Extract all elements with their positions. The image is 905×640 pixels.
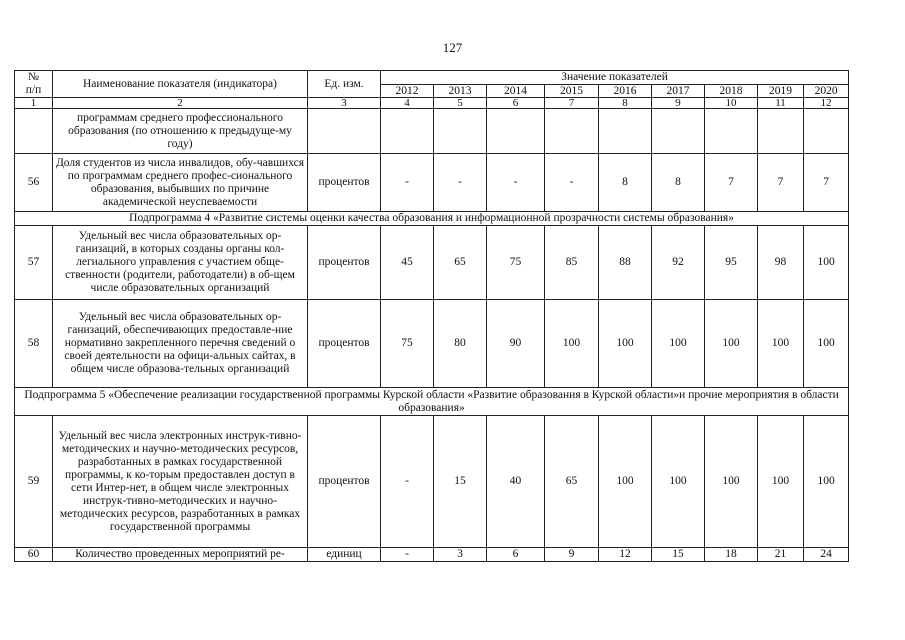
section-row [15,212,849,226]
subprogram-heading: Подпрограмма 5 «Обеспечение реализации государственной программы Курской области «Развитие образования в Курской области»и прочие мероприятия в области образования» [15,388,849,416]
value-cell: 18 [705,548,758,562]
value-cell: 100 [599,416,652,548]
value-cell: 8 [599,154,652,212]
table-row [15,226,849,300]
column-index: 3 [308,98,381,109]
indicator-name: Количество проведенных мероприятий ре- [53,548,308,562]
value-cell: - [381,154,434,212]
value-cell: 100 [652,416,705,548]
header-year: 2018 [705,84,758,98]
value-cell: 15 [434,416,487,548]
value-cell: 100 [705,416,758,548]
column-index: 12 [804,98,849,109]
value-cell: 100 [804,300,849,388]
row-num [15,109,53,154]
value-cell [487,109,545,154]
value-cell: - [545,154,599,212]
table-row [15,548,849,562]
indicator-name: Доля студентов из числа инвалидов, обу-чавшихся по программам среднего профес-сионального образования, выбывших по причине академической неуспеваемости [53,154,308,212]
value-cell [545,109,599,154]
header-year: 2014 [487,84,545,98]
value-cell: 12 [599,548,652,562]
indicator-name: Удельный вес числа образовательных ор-ганизаций, обеспечивающих предоставле-ние нормативно закрепленного перечня сведений о своей деятельности на офици-альных сайтах, в общем числе образова-тельных организаций [53,300,308,388]
value-cell: 40 [487,416,545,548]
row-num: 60 [15,548,53,562]
row-unit: процентов [308,154,381,212]
value-cell: 98 [758,226,804,300]
header-year: 2012 [381,84,434,98]
value-cell: 9 [545,548,599,562]
value-cell: 100 [804,226,849,300]
column-index: 8 [599,98,652,109]
value-cell [381,109,434,154]
table-row [15,300,849,388]
value-cell: 80 [434,300,487,388]
header-unit: Ед. изм. [308,71,381,98]
table-row [15,109,849,154]
value-cell: 88 [599,226,652,300]
value-cell: 65 [434,226,487,300]
table-row [15,154,849,212]
value-cell: 3 [434,548,487,562]
value-cell [758,109,804,154]
value-cell: 8 [652,154,705,212]
header-year: 2017 [652,84,705,98]
value-cell: 7 [705,154,758,212]
header-year: 2016 [599,84,652,98]
header-name: Наименование показателя (индикатора) [53,71,308,98]
subprogram-heading: Подпрограмма 4 «Развитие системы оценки качества образования и информационной прозрачности системы образования» [15,212,849,226]
value-cell: 100 [545,300,599,388]
indicator-name: Удельный вес числа образовательных ор-ганизаций, в которых созданы органы кол-легиального управления с участием обще-ственности (родители, работодатели) в об-щем числе образовательных организаций [53,226,308,300]
row-unit: процентов [308,226,381,300]
value-cell [804,109,849,154]
value-cell: - [381,548,434,562]
indicators-table [14,70,849,562]
value-cell: 100 [758,300,804,388]
row-num: 56 [15,154,53,212]
value-cell: - [381,416,434,548]
row-unit [308,109,381,154]
header-row [15,71,849,85]
value-cell [599,109,652,154]
column-index: 2 [53,98,308,109]
row-num: 57 [15,226,53,300]
value-cell: 24 [804,548,849,562]
header-year: 2013 [434,84,487,98]
column-index: 4 [381,98,434,109]
value-cell: 15 [652,548,705,562]
value-cell: 92 [652,226,705,300]
value-cell: 100 [599,300,652,388]
value-cell: 75 [487,226,545,300]
header-num: № п/п [15,71,53,98]
column-index: 11 [758,98,804,109]
page-number: 127 [442,40,463,55]
row-unit: процентов [308,416,381,548]
value-cell: - [487,154,545,212]
value-cell: 45 [381,226,434,300]
column-index-row [15,98,849,109]
column-index: 10 [705,98,758,109]
column-index: 7 [545,98,599,109]
header-year: 2019 [758,84,804,98]
value-cell: 21 [758,548,804,562]
indicator-name: Удельный вес числа электронных инструк-тивно-методических и научно-методических ресурсов, разработанных в рамках государственной программы, к ко-торым предоставлен доступ в сети Интер-нет, в общем числе электронных инструк-тивно-методических и научно-методических ресурсов, разработанных в рамках государственной программы [53,416,308,548]
value-cell: 7 [804,154,849,212]
value-cell: - [434,154,487,212]
column-index: 1 [15,98,53,109]
value-cell [705,109,758,154]
value-cell [652,109,705,154]
section-row [15,388,849,416]
value-cell: 85 [545,226,599,300]
indicator-name: программам среднего профессионального образования (по отношению к предыдуще-му году) [53,109,308,154]
value-cell: 90 [487,300,545,388]
value-cell: 6 [487,548,545,562]
value-cell: 100 [652,300,705,388]
value-cell: 100 [758,416,804,548]
value-cell: 100 [804,416,849,548]
value-cell: 95 [705,226,758,300]
row-unit: единиц [308,548,381,562]
row-unit: процентов [308,300,381,388]
column-index: 5 [434,98,487,109]
value-cell: 75 [381,300,434,388]
value-cell: 65 [545,416,599,548]
row-num: 58 [15,300,53,388]
header-values: Значение показателей [381,71,849,85]
column-index: 9 [652,98,705,109]
header-year: 2015 [545,84,599,98]
table-row [15,416,849,548]
row-num: 59 [15,416,53,548]
value-cell [434,109,487,154]
value-cell: 7 [758,154,804,212]
value-cell: 100 [705,300,758,388]
header-year: 2020 [804,84,849,98]
column-index: 6 [487,98,545,109]
